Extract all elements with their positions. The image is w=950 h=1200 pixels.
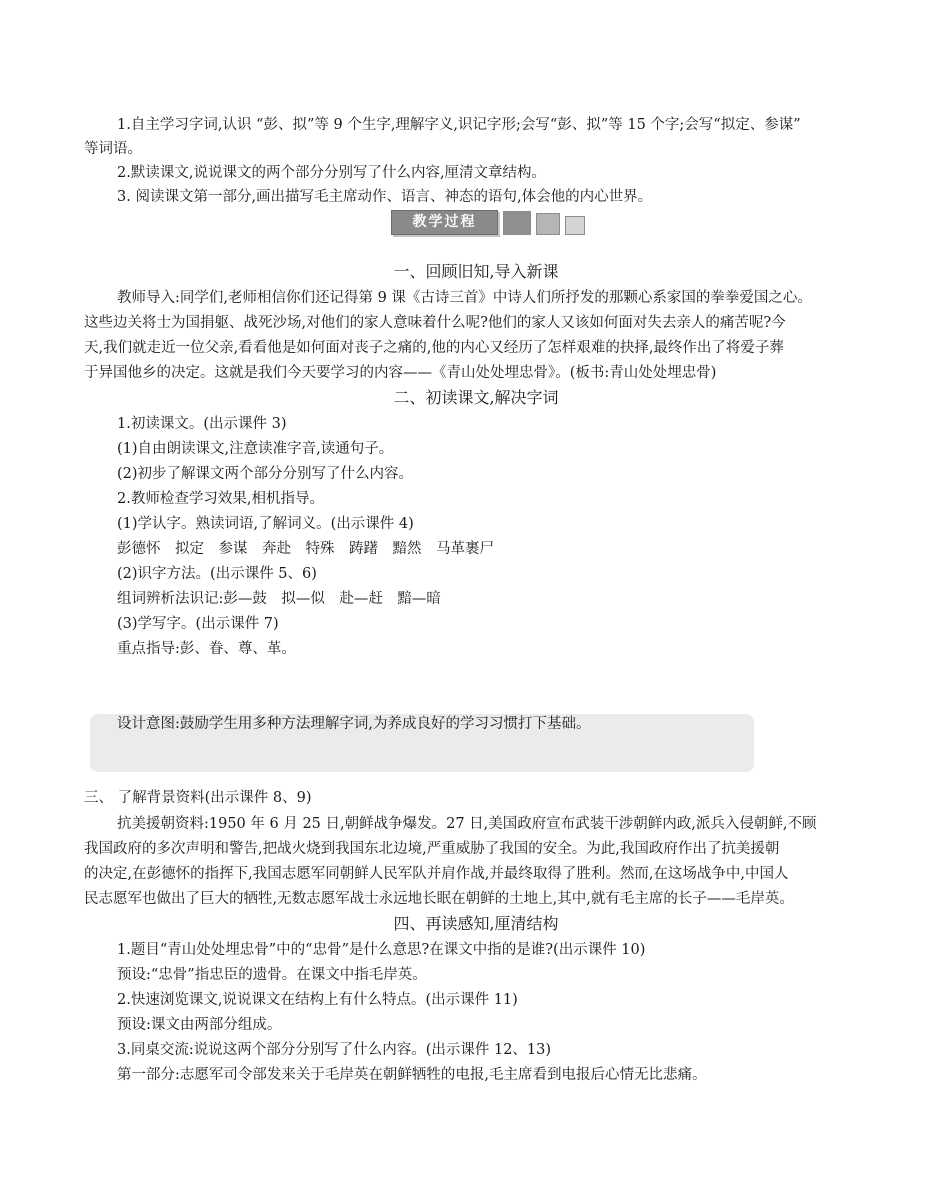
list-item: (1)自由朗读课文,注意读准字音,读通句子。 bbox=[117, 441, 394, 457]
list-item: 2.教师检查学习效果,相机指导。 bbox=[117, 491, 324, 507]
paragraph-line: 我国政府的多次声明和警告,把战火烧到我国东北边境,严重威胁了我国的安全。为此,我国政府作出了抗美援朝 bbox=[84, 841, 780, 857]
section-heading-4: 四、再读感知,厘清结构 bbox=[393, 914, 559, 933]
objective-1: 1.自主学习字词,认识 “彭、拟”等 9 个生字,理解字义,识记字形;会写“彭、拟”等 15 个字;会写“拟定、参谋” bbox=[117, 117, 801, 133]
banner-decor-square bbox=[536, 213, 560, 235]
list-item: 1.题目“青山处处埋忠骨”中的“忠骨”是什么意思?在课文中指的是谁?(出示课件 10) bbox=[117, 942, 646, 958]
paragraph-line: 的决定,在彭德怀的指挥下,我国志愿军同朝鲜人民军队并肩作战,并最终取得了胜利。然而,在这场战争中,中国人 bbox=[84, 866, 789, 882]
paragraph-line: 民志愿军也做出了巨大的牺牲,无数志愿军战士永远地长眠在朝鲜的土地上,其中,就有毛主席的长子——毛岸英。 bbox=[84, 891, 794, 907]
objective-3: 3. 阅读课文第一部分,画出描写毛主席动作、语言、神态的语句,体会他的内心世界。 bbox=[117, 189, 653, 205]
section-heading-3: 三、 了解背景资料(出示课件 8、9) bbox=[84, 790, 312, 806]
list-item: 2.快速浏览课文,说说课文在结构上有什么特点。(出示课件 11) bbox=[117, 992, 518, 1008]
section-heading-2: 二、初读课文,解决字词 bbox=[393, 388, 559, 407]
paragraph-line: 于异国他乡的决定。这就是我们今天要学习的内容——《青山处处埋忠骨》。(板书:青山处处埋忠骨) bbox=[84, 365, 717, 381]
design-intent-box bbox=[90, 714, 754, 772]
paragraph-line: 天,我们就走近一位父亲,看看他是如何面对丧子之痛的,他的内心又经历了怎样艰难的抉择,最终作出了将爱子葬 bbox=[84, 340, 784, 356]
paragraph-line: 抗美援朝资料:1950 年 6 月 25 日,朝鲜战争爆发。27 日,美国政府宣布武装干涉朝鲜内政,派兵入侵朝鲜,不顾 bbox=[117, 816, 817, 832]
list-item: 3.同桌交流:说说这两个部分分别写了什么内容。(出示课件 12、13) bbox=[117, 1042, 552, 1058]
objective-1-cont: 等词语。 bbox=[84, 141, 142, 157]
paragraph-line: 这些边关将士为国捐躯、战死沙场,对他们的家人意味着什么呢?他们的家人又该如何面对失去亲人的痛苦呢?今 bbox=[84, 315, 786, 331]
list-item: (1)学认字。熟读词语,了解词义。(出示课件 4) bbox=[117, 516, 414, 532]
list-item: 预设:“忠骨”指忠臣的遗骨。在课文中指毛岸英。 bbox=[117, 967, 427, 983]
list-item: 1.初读课文。(出示课件 3) bbox=[117, 416, 287, 432]
banner-decor-square bbox=[565, 216, 585, 235]
objective-2: 2.默读课文,说说课文的两个部分分别写了什么内容,厘清文章结构。 bbox=[117, 165, 547, 181]
banner-decor-square bbox=[503, 211, 531, 235]
list-item: 第一部分:志愿军司令部发来关于毛岸英在朝鲜牺牲的电报,毛主席看到电报后心情无比悲痛。 bbox=[117, 1067, 707, 1083]
section-heading-1: 一、回顾旧知,导入新课 bbox=[393, 262, 559, 281]
list-item: 重点指导:彭、眷、尊、革。 bbox=[117, 641, 296, 657]
vocabulary-list: 彭德怀 拟定 参谋 奔赴 特殊 踌躇 黯然 马革裹尸 bbox=[117, 541, 494, 557]
list-item: (2)初步了解课文两个部分分别写了什么内容。 bbox=[117, 466, 414, 482]
list-item: (3)学写字。(出示课件 7) bbox=[117, 616, 279, 632]
word-pair-list: 组词辨析法识记:彭—鼓 拟—似 赴—赶 黯—暗 bbox=[117, 591, 441, 607]
design-intent-text: 设计意图:鼓励学生用多种方法理解字词,为养成良好的学习习惯打下基础。 bbox=[117, 716, 591, 732]
list-item: 预设:课文由两部分组成。 bbox=[117, 1017, 282, 1033]
banner-label: 教学过程 bbox=[391, 210, 498, 235]
paragraph-line: 教师导入:同学们,老师相信你们还记得第 9 课《古诗三首》中诗人们所抒发的那颗心系家国的拳拳爱国之心。 bbox=[117, 290, 812, 306]
list-item: (2)识字方法。(出示课件 5、6) bbox=[117, 566, 317, 582]
